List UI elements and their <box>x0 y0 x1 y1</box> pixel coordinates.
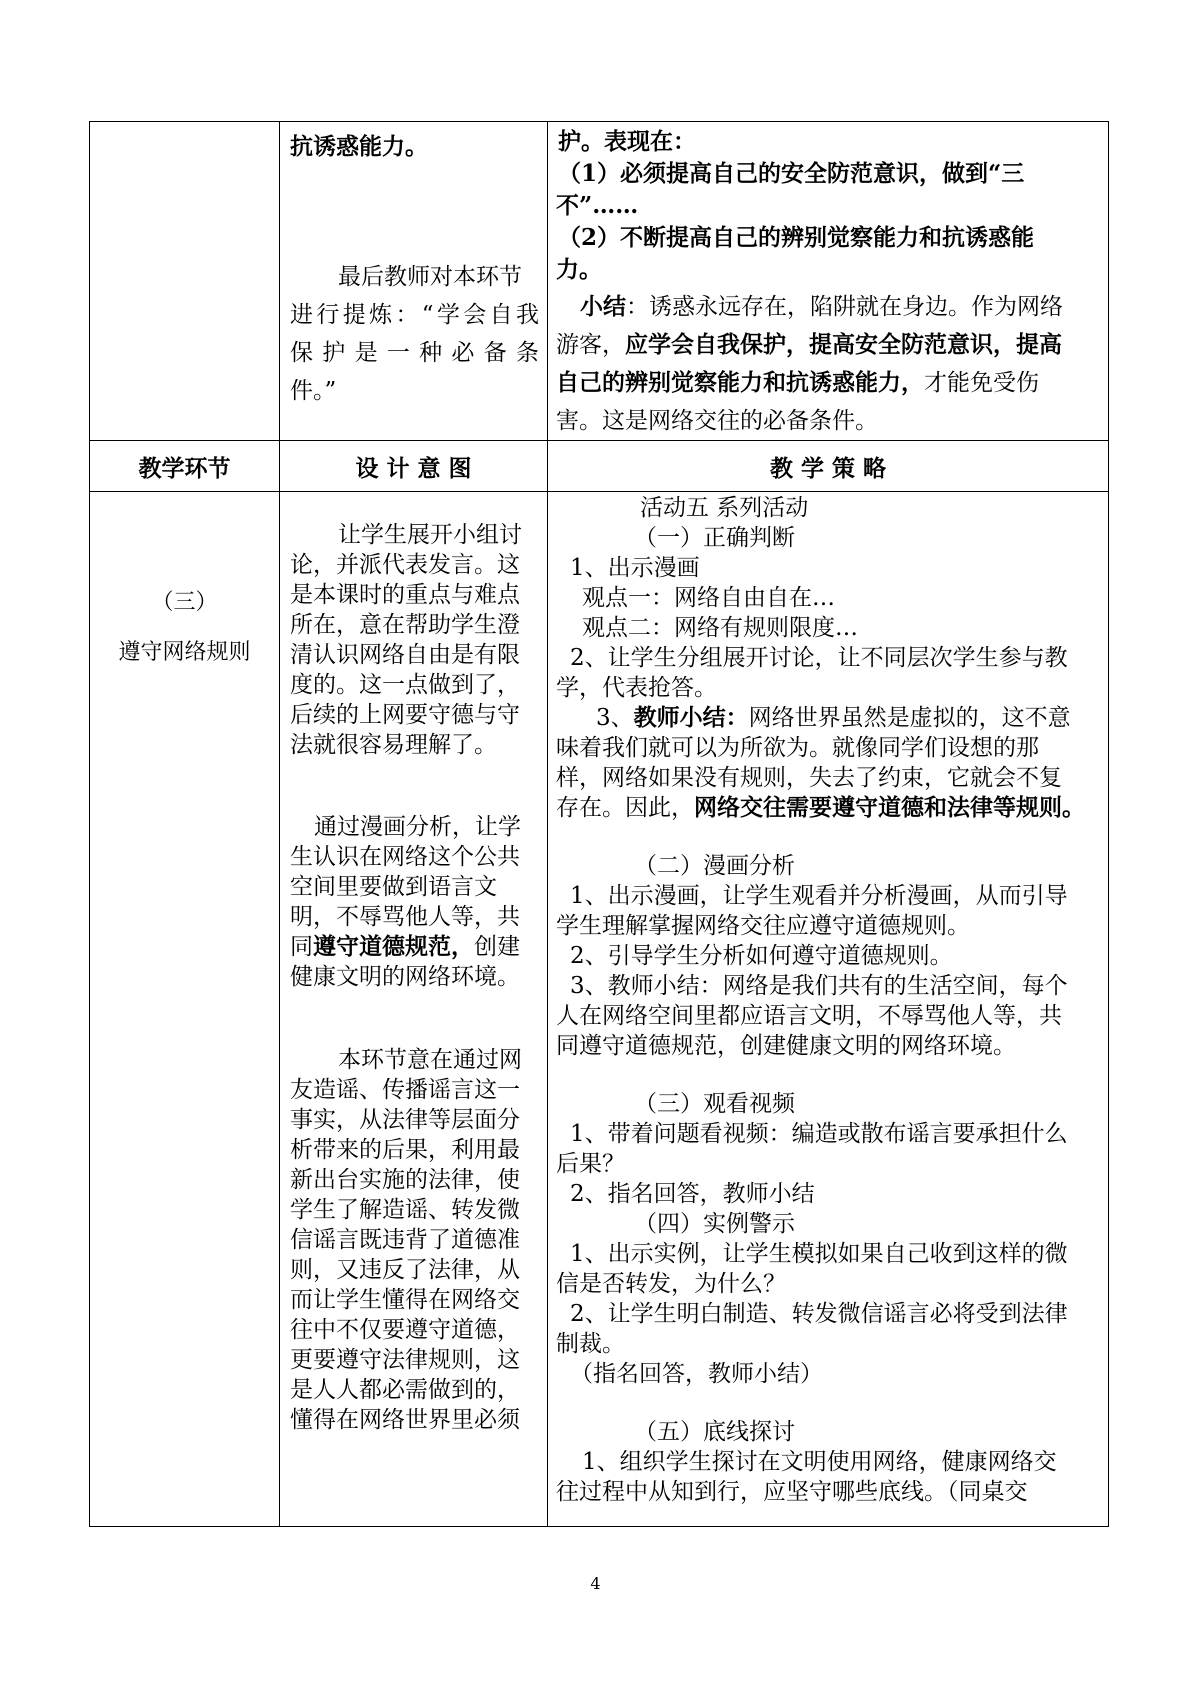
design-line: 后续的上网要守德与守 <box>290 702 520 728</box>
strategy-line: 1、出示实例，让学生模拟如果自己收到这样的微 <box>570 1241 1068 1267</box>
design-line: 往中不仅要遵守道德， <box>290 1317 520 1343</box>
strategy-bold-line: 不”…… <box>556 192 639 219</box>
design-line: 则，又违反了法律，从 <box>290 1257 520 1283</box>
design-line: 健康文明的网络环境。 <box>290 964 520 990</box>
strategy-bold-line: 力。 <box>556 256 602 283</box>
summary-line-3 <box>556 364 1100 402</box>
summary-emphasis: 应学会自我保护，提高安全防范意识，提高 <box>625 331 1062 358</box>
design-paragraph-1 <box>290 520 539 760</box>
strategy-emphasis: 网络交往需要遵守道德和法律等规则。 <box>694 794 1085 821</box>
design-line: 本环节意在通过网 <box>338 1047 522 1073</box>
design-line: 通过漫画分析，让学 <box>314 814 521 840</box>
section-title: 遵守网络规则 <box>118 640 251 665</box>
strategy-line: 样，网络如果没有规则，失去了约束，它就会不复 <box>556 765 1062 791</box>
header-teaching-strategy: 教 学 策 略 <box>548 441 1109 492</box>
design-paragraph-3 <box>290 1045 539 1435</box>
strategy-line: 往过程中从知到行，应坚守哪些底线。（同桌交 <box>556 1479 1028 1505</box>
design-summary-line: 保护是一种必备条 <box>290 340 539 366</box>
summary-label: 教师小结： <box>633 704 749 731</box>
strategy-bold-line: 护。表现在： <box>558 128 696 155</box>
strategy-line: 1、带着问题看视频：编造或散布谣言要承担什么 <box>570 1121 1068 1147</box>
strategy-text: 存在。因此， <box>556 795 694 821</box>
stage-cell <box>90 492 280 1527</box>
summary-line-4: 害。这是网络交往的必备条件。 <box>556 408 878 434</box>
design-text-line: 抗诱惑能力。 <box>290 133 428 160</box>
design-summary-line: 件。” <box>290 378 337 404</box>
subsection-heading: （三）观看视频 <box>634 1091 795 1117</box>
strategy-line: （指名回答，教师小结） <box>570 1361 823 1387</box>
continued-strategy-cell <box>548 122 1109 441</box>
strategy-line: 制裁。 <box>556 1331 625 1357</box>
strategy-line: 2、让学生明白制造、转发微信谣言必将受到法律 <box>570 1301 1068 1327</box>
subsection-heading: （五）底线探讨 <box>634 1419 795 1445</box>
summary-text: 网络世界虽然是虚拟的，这不意 <box>748 705 1071 731</box>
design-line: 空间里要做到语言文 <box>290 874 497 900</box>
design-line: 懂得在网络世界里必须 <box>290 1407 520 1433</box>
summary-number: 3、 <box>596 705 634 731</box>
summary-label: 小结 <box>580 293 626 320</box>
design-line <box>290 932 539 962</box>
summary-text: 才能免受伤 <box>924 370 1039 396</box>
design-line: 新出台实施的法律，使 <box>290 1167 520 1193</box>
summary-line-2 <box>556 326 1100 364</box>
design-line: 事实，从法律等层面分 <box>290 1107 520 1133</box>
design-summary-line: 进行提炼：“学会自我 <box>290 302 539 328</box>
design-cell <box>280 492 548 1527</box>
continued-design-cell <box>280 122 548 441</box>
subsection-heading: （一）正确判断 <box>634 525 795 551</box>
design-line: 度的。这一点做到了， <box>290 672 520 698</box>
strategy-cell <box>548 492 1109 1527</box>
strategy-line: 2、让学生分组展开讨论，让不同层次学生参与教 <box>570 645 1068 671</box>
design-line: 析带来的后果，利用最 <box>290 1137 520 1163</box>
design-line: 生认识在网络这个公共 <box>290 844 520 870</box>
strategy-line: 学，代表抢答。 <box>556 675 717 701</box>
design-line: 法就很容易理解了。 <box>290 732 497 758</box>
strategy-line: 后果？ <box>556 1151 625 1177</box>
design-line: 是本课时的重点与难点 <box>290 582 520 608</box>
strategy-summary-line <box>556 703 1100 733</box>
design-line: 友造谣、传播谣言这一 <box>290 1077 520 1103</box>
design-line: 学生了解造谣、转发微 <box>290 1197 520 1223</box>
activity-title: 活动五 系列活动 <box>640 495 809 521</box>
strategy-bold-line: （2）不断提高自己的辨别觉察能力和抗诱惑能 <box>558 224 1035 251</box>
summary-text: 游客， <box>556 332 625 358</box>
design-paragraph-2 <box>290 812 539 992</box>
strategy-line: 1、出示漫画，让学生观看并分析漫画，从而引导 <box>570 883 1068 909</box>
lesson-plan-table <box>89 121 1109 1527</box>
strategy-line <box>556 793 1100 823</box>
design-text: 同 <box>290 934 313 960</box>
header-row <box>90 441 1109 492</box>
strategy-line: 信是否转发，为什么？ <box>556 1271 786 1297</box>
design-line: 所在，意在帮助学生澄 <box>290 612 520 638</box>
summary-line-1 <box>556 288 1100 326</box>
strategy-line: 观点一：网络自由自在… <box>582 585 835 611</box>
strategy-line: 3、教师小结：网络是我们共有的生活空间，每个 <box>570 973 1068 999</box>
design-line: 而让学生懂得在网络交 <box>290 1287 520 1313</box>
strategy-line: 1、出示漫画 <box>570 555 700 581</box>
design-text: 创建 <box>474 934 520 960</box>
design-emphasis: 遵守道德规范， <box>313 933 474 960</box>
continued-stage-cell <box>90 122 280 441</box>
strategy-line: 2、指名回答，教师小结 <box>570 1181 815 1207</box>
subsection-heading: （二）漫画分析 <box>634 853 795 879</box>
design-line: 信谣言既违背了道德准 <box>290 1227 520 1253</box>
design-summary <box>290 258 539 410</box>
header-design-intent: 设 计 意 图 <box>280 441 548 492</box>
strategy-line: 观点二：网络有规则限度… <box>582 615 858 641</box>
summary-emphasis: 自己的辨别觉察能力和抗诱惑能力， <box>556 369 924 396</box>
strategy-line: 味着我们就可以为所欲为。就像同学们设想的那 <box>556 735 1039 761</box>
subsection-heading: （四）实例警示 <box>634 1211 795 1237</box>
section-row <box>90 492 1109 1527</box>
design-summary-line: 最后教师对本环节 <box>338 264 522 290</box>
strategy-line: 人在网络空间里都应语言文明，不辱骂他人等，共 <box>556 1003 1062 1029</box>
continued-row <box>90 122 1109 441</box>
strategy-bold-line: （1）必须提高自己的安全防范意识，做到“三 <box>558 160 1025 187</box>
design-line: 更要遵守法律规则，这 <box>290 1347 520 1373</box>
design-line: 清认识网络自由是有限 <box>290 642 520 668</box>
design-line: 论，并派代表发言。这 <box>290 552 520 578</box>
design-line: 让学生展开小组讨 <box>338 522 522 548</box>
strategy-line: 同遵守道德规范，创建健康文明的网络环境。 <box>556 1033 1016 1059</box>
strategy-line: 2、引导学生分析如何遵守道德规则。 <box>570 943 953 969</box>
page-number: 4 <box>590 1574 601 1593</box>
header-teaching-stage: 教学环节 <box>90 441 280 492</box>
design-line: 明，不辱骂他人等，共 <box>290 904 520 930</box>
strategy-line: 学生理解掌握网络交往应遵守道德规则。 <box>556 913 970 939</box>
section-number: （三） <box>151 590 218 615</box>
strategy-line: 1、组织学生探讨在文明使用网络，健康网络交 <box>582 1449 1057 1475</box>
design-line: 是人人都必需做到的， <box>290 1377 520 1403</box>
summary-text: ：诱惑永远存在，陷阱就在身边。作为网络 <box>626 294 1063 320</box>
